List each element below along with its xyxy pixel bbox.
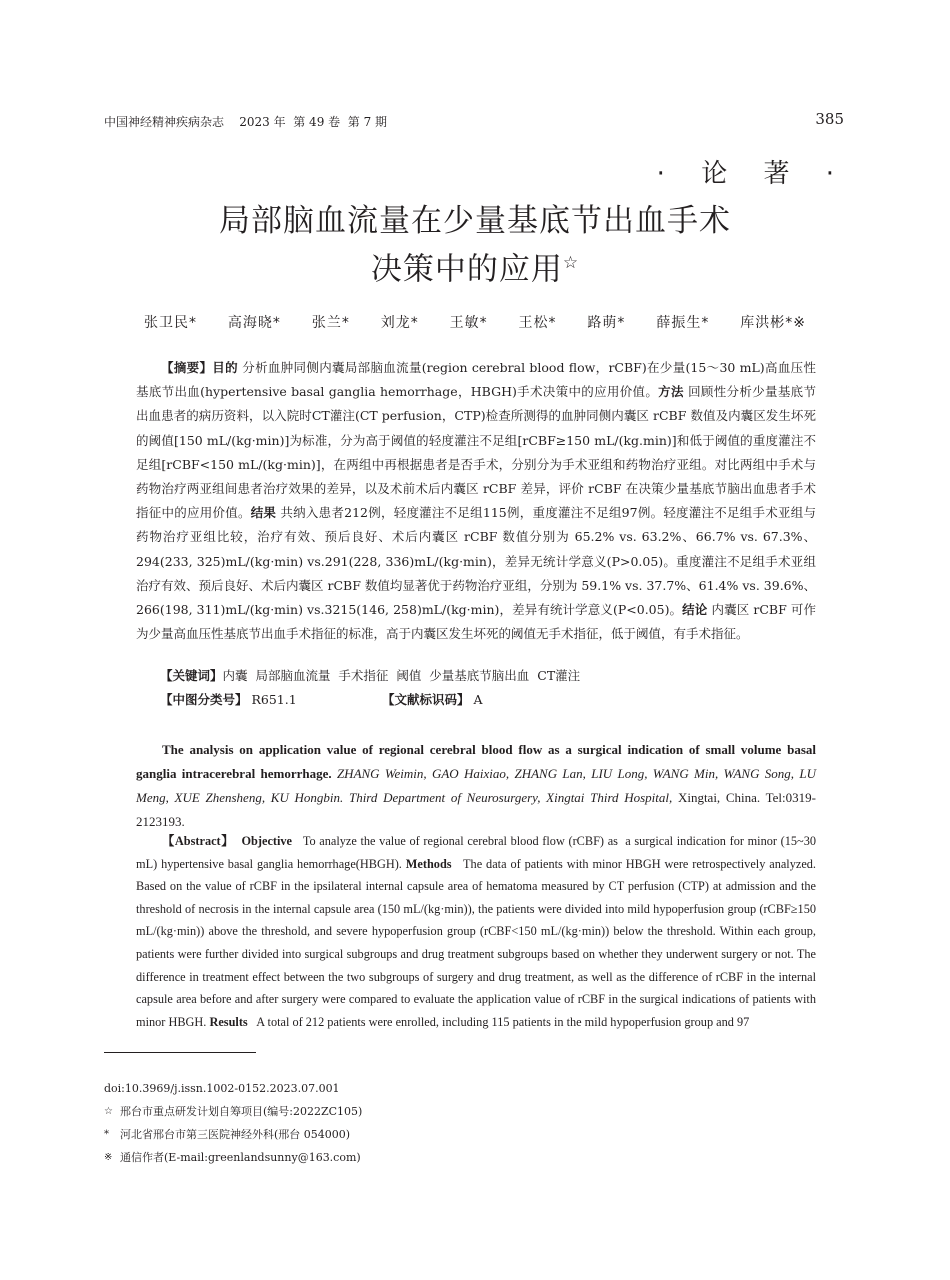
methods-text: 回顾性分析少量基底节出血患者的病历资料，以入院时CT灌注(CT perfusion，CTP)检查所测得的血肿同侧内囊区 rCBF 数值及内囊区发生坏死的阈值[150 mL/(kg·min)]为标准，分为高于阈值的轻度灌注不足组[rCBF≥150 mL/(kg.min)]和低于阈值的重度灌注不足组[rCBF<150 mL/(kg·min)]，在两组中再根据患者是否手术，分别分为手术亚组和药物治疗亚组。对比两组中手术与药物治疗两亚组间患者治疗效果的差异，以及术前术后内囊区 rCBF 差异，评价 rCBF 在决策少量基底节脑出血患者手术指征中的应用价值。: [136, 384, 816, 521]
section-label: · 论 著 ·: [656, 159, 848, 189]
results-label: 结果: [250, 505, 277, 521]
english-authors-affiliation: ZHANG Weimin, GAO Haixiao, ZHANG Lan, LIU Long, WANG Min, WANG Song, LU Meng, XUE Zhensheng, KU Hongbin. Third Department of Neurosurgery, Xingtai Third Hospital,: [136, 766, 816, 805]
footnotes: [104, 1077, 804, 1169]
running-header: [104, 110, 844, 133]
title-line-1: 局部脑血流量在少量基底节出血手术: [219, 203, 731, 239]
keywords-label: 【关键词】: [160, 668, 223, 683]
results-text: 共纳入患者212例，轻度灌注不足组115例，重度灌注不足组97例。轻度灌注不足组手术亚组与药物治疗亚组比较，治疗有效、预后良好、术后内囊区 rCBF 数值分别为 65.2% vs. 63.2%、66.7% vs. 67.3%、294(233, 325)mL/(kg·min) vs.291(228, 336)mL/(kg·min)，差异无统计学意义(P>0.05)。重度灌注不足组手术亚组治疗有效、预后良好、术后内囊区 rCBF 数值均显著优于药物治疗亚组，分别为 59.1% vs. 37.7%、61.4% vs. 39.6%、266(198, 311)mL/(kg·min) vs.3215(146, 258)mL/(kg·min)，差异有统计学意义(P<0.05)。: [136, 505, 816, 618]
chinese-abstract: [136, 356, 816, 646]
doc-code-value: A: [469, 692, 483, 707]
en-objective-label: Objective: [241, 834, 293, 848]
en-results-text: A total of 212 patients were enrolled, including 115 patients in the mild hypoperfusion group and 97: [247, 1014, 750, 1029]
english-city-tel: Xingtai, China. Tel:0319-2123193.: [136, 790, 816, 829]
keywords: [160, 666, 820, 684]
page-number: 385: [815, 110, 844, 128]
funding-star-icon: ☆: [562, 253, 580, 273]
reference-mark-icon: ※: [104, 1152, 113, 1163]
conclusion-label: 结论: [682, 602, 708, 618]
footnote-corresponding: ※ 通信作者(E-mail:greenlandsunny@163.com): [104, 1146, 804, 1169]
title-line-2: 决策中的应用: [370, 251, 563, 288]
footnote-divider: [104, 1052, 256, 1053]
objective-text: 分析血肿同侧内囊局部脑血流量(region cerebral blood flow，rCBF)在少量(15～30 mL)高血压性基底节出血(hypertensive basal ganglia hemorrhage，HBGH)手术决策中的应用价值。: [136, 360, 816, 400]
en-methods-label: Methods: [405, 856, 452, 871]
author-list: 张卫民* 高海晓* 张兰* 刘龙* 王敏* 王松* 路萌* 薛振生* 库洪彬*※: [144, 315, 806, 331]
asterisk-icon: *: [104, 1129, 109, 1140]
english-title: The analysis on application value of regional cerebral blood flow as a surgical indication of small volume basal ganglia intracerebral hemorrhage.: [136, 742, 816, 781]
doi-line: doi:10.3969/j.issn.1002-0152.2023.07.001: [104, 1082, 340, 1095]
journal-info: 中国神经精神疾病杂志 2023 年 第 49 卷 第 7 期: [104, 115, 388, 129]
classification: [160, 690, 820, 708]
star-icon: ☆: [104, 1106, 113, 1117]
conclusion-text: 内囊区 rCBF 可作为少量高血压性基底节出血手术指征的标准，高于内囊区发生坏死的阈值无手术指征，低于阈值，有手术指征。: [136, 602, 816, 642]
keywords-text: 内囊 局部脑血流量 手术指征 阈值 少量基底节脑出血 CT灌注: [222, 668, 581, 683]
english-title-block: [136, 738, 816, 834]
en-objective-text: To analyze the value of regional cerebral blood flow (rCBF) as a surgical indication for minor (15~30 mL) hypertensive basal ganglia hemorrhage(HBGH).: [136, 834, 820, 871]
en-methods-text: The data of patients with minor HBGH were retrospectively analyzed. Based on the value of rCBF in the ipsilateral internal capsule area of hematoma measured by CT perfusion (CTP) at admission and the threshold of necrosis in the internal capsule area (150 mL/(kg·min)), the patients were divided into mild hypoperfusion group (rCBF≥150 mL/(kg·min)) above the threshold, and severe hypoperfusion group (rCBF<150 mL/(kg·min)) below the threshold. Within each group, patients were further divided into surgical subgroups and drug treatment subgroups based on whether they underwent surgery or not. The difference in treatment effect between the two subgroups of surgery and drug treatment, as well as the difference of rCBF in the internal capsule area before and after surgery were compared to evaluate the application value of rCBF in the surgical indications of patients with minor HBGH.: [136, 856, 820, 1029]
doc-code-label: 【文献标识码】: [382, 692, 470, 707]
en-abstract-label: 【Abstract】: [162, 834, 235, 848]
methods-label: 方法: [658, 384, 684, 400]
article-title: [0, 200, 950, 290]
footnote-affiliation: * 河北省邢台市第三医院神经外科(邢台 054000): [104, 1123, 804, 1146]
objective-label: 目的: [212, 360, 238, 375]
english-abstract: [136, 830, 820, 1033]
clc-value: R651.1: [247, 692, 297, 707]
clc-label: 【中图分类号】: [160, 692, 248, 707]
abstract-label: 【摘要】: [161, 360, 213, 375]
footnote-funding: ☆ 邢台市重点研发计划自筹项目(编号:2022ZC105): [104, 1100, 804, 1123]
en-results-label: Results: [209, 1014, 248, 1029]
